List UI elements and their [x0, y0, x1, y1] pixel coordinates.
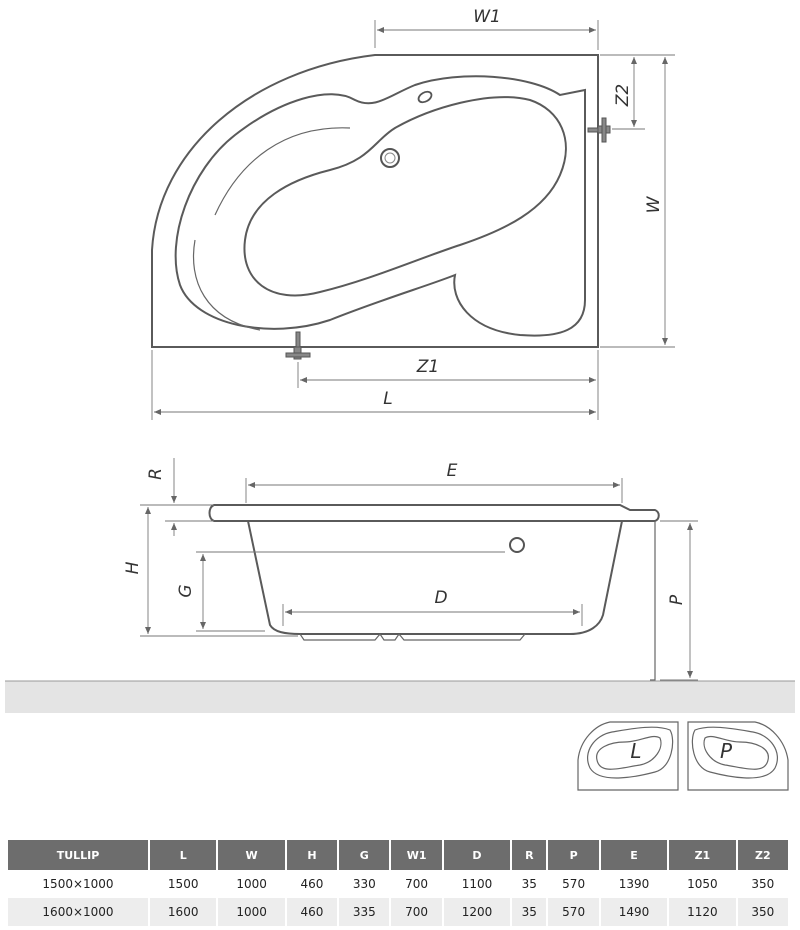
overflow-oval — [417, 90, 434, 105]
table-cell: 1390 — [600, 870, 668, 898]
table-row — [8, 870, 789, 898]
side-view — [123, 458, 698, 680]
table-cell: 700 — [390, 870, 442, 898]
bathtub-rim-outline — [176, 76, 585, 335]
variant-right-label: P — [719, 739, 733, 763]
table-cell: 1200 — [443, 898, 511, 926]
dim-label-z2: Z2 — [613, 83, 633, 107]
table-cell: 570 — [547, 898, 599, 926]
floor-band — [5, 681, 795, 713]
table-row — [8, 898, 789, 926]
dim-label-p: P — [667, 594, 687, 606]
col-header-d: D — [443, 840, 511, 870]
side-rim — [210, 505, 659, 521]
leg-bracket-bottom — [286, 332, 310, 359]
dim-label-r: R — [146, 468, 166, 480]
dim-label-g: G — [176, 584, 196, 598]
dimensions-table — [8, 840, 790, 926]
table-cell-model: 1500×1000 — [8, 870, 149, 898]
table-cell: 35 — [511, 870, 547, 898]
col-header-l: L — [149, 840, 217, 870]
dim-label-l: L — [383, 389, 393, 409]
dim-label-w: W — [644, 196, 664, 214]
col-header-r: R — [511, 840, 547, 870]
table-cell: 35 — [511, 898, 547, 926]
table-cell-model: 1600×1000 — [8, 898, 149, 926]
col-header-h: H — [286, 840, 338, 870]
variant-left-label: L — [630, 739, 642, 763]
dim-label-w1: W1 — [473, 7, 501, 27]
drain-circle — [381, 149, 399, 167]
table-cell: 1050 — [668, 870, 736, 898]
table-cell: 460 — [286, 898, 338, 926]
bathtub-basin-outline — [244, 97, 565, 295]
variant-right-thumbnail — [688, 722, 788, 790]
dim-label-h: H — [123, 561, 143, 575]
dim-label-d: D — [434, 588, 448, 608]
headrest-lip — [215, 128, 350, 215]
col-header-z1: Z1 — [668, 840, 736, 870]
table-cell: 460 — [286, 870, 338, 898]
table-cell: 1120 — [668, 898, 736, 926]
table-cell: 335 — [338, 898, 390, 926]
table-cell: 1500 — [149, 870, 217, 898]
table-cell: 350 — [737, 870, 789, 898]
drain-inner — [385, 153, 395, 163]
table-cell: 1600 — [149, 898, 217, 926]
col-header-g: G — [338, 840, 390, 870]
table-cell: 700 — [390, 898, 442, 926]
table-cell: 1000 — [217, 870, 285, 898]
col-header-w1: W1 — [390, 840, 442, 870]
dim-label-z1: Z1 — [416, 357, 440, 377]
table-cell: 1100 — [443, 870, 511, 898]
col-header-w: W — [217, 840, 285, 870]
table-header-row — [8, 840, 789, 870]
col-header-e: E — [600, 840, 668, 870]
table-cell: 350 — [737, 898, 789, 926]
col-header-z2: Z2 — [737, 840, 789, 870]
side-lip — [194, 240, 260, 330]
table-cell: 1000 — [217, 898, 285, 926]
side-body — [248, 521, 622, 634]
col-header-p: P — [547, 840, 599, 870]
front-panel — [650, 521, 655, 680]
table-cell: 330 — [338, 870, 390, 898]
top-view — [152, 7, 675, 420]
variant-left-thumbnail — [578, 722, 678, 790]
side-overflow — [510, 538, 524, 552]
table-cell: 1490 — [600, 898, 668, 926]
dim-label-e: E — [446, 461, 458, 481]
table-cell: 570 — [547, 870, 599, 898]
col-header-model: TULLIP — [8, 840, 149, 870]
